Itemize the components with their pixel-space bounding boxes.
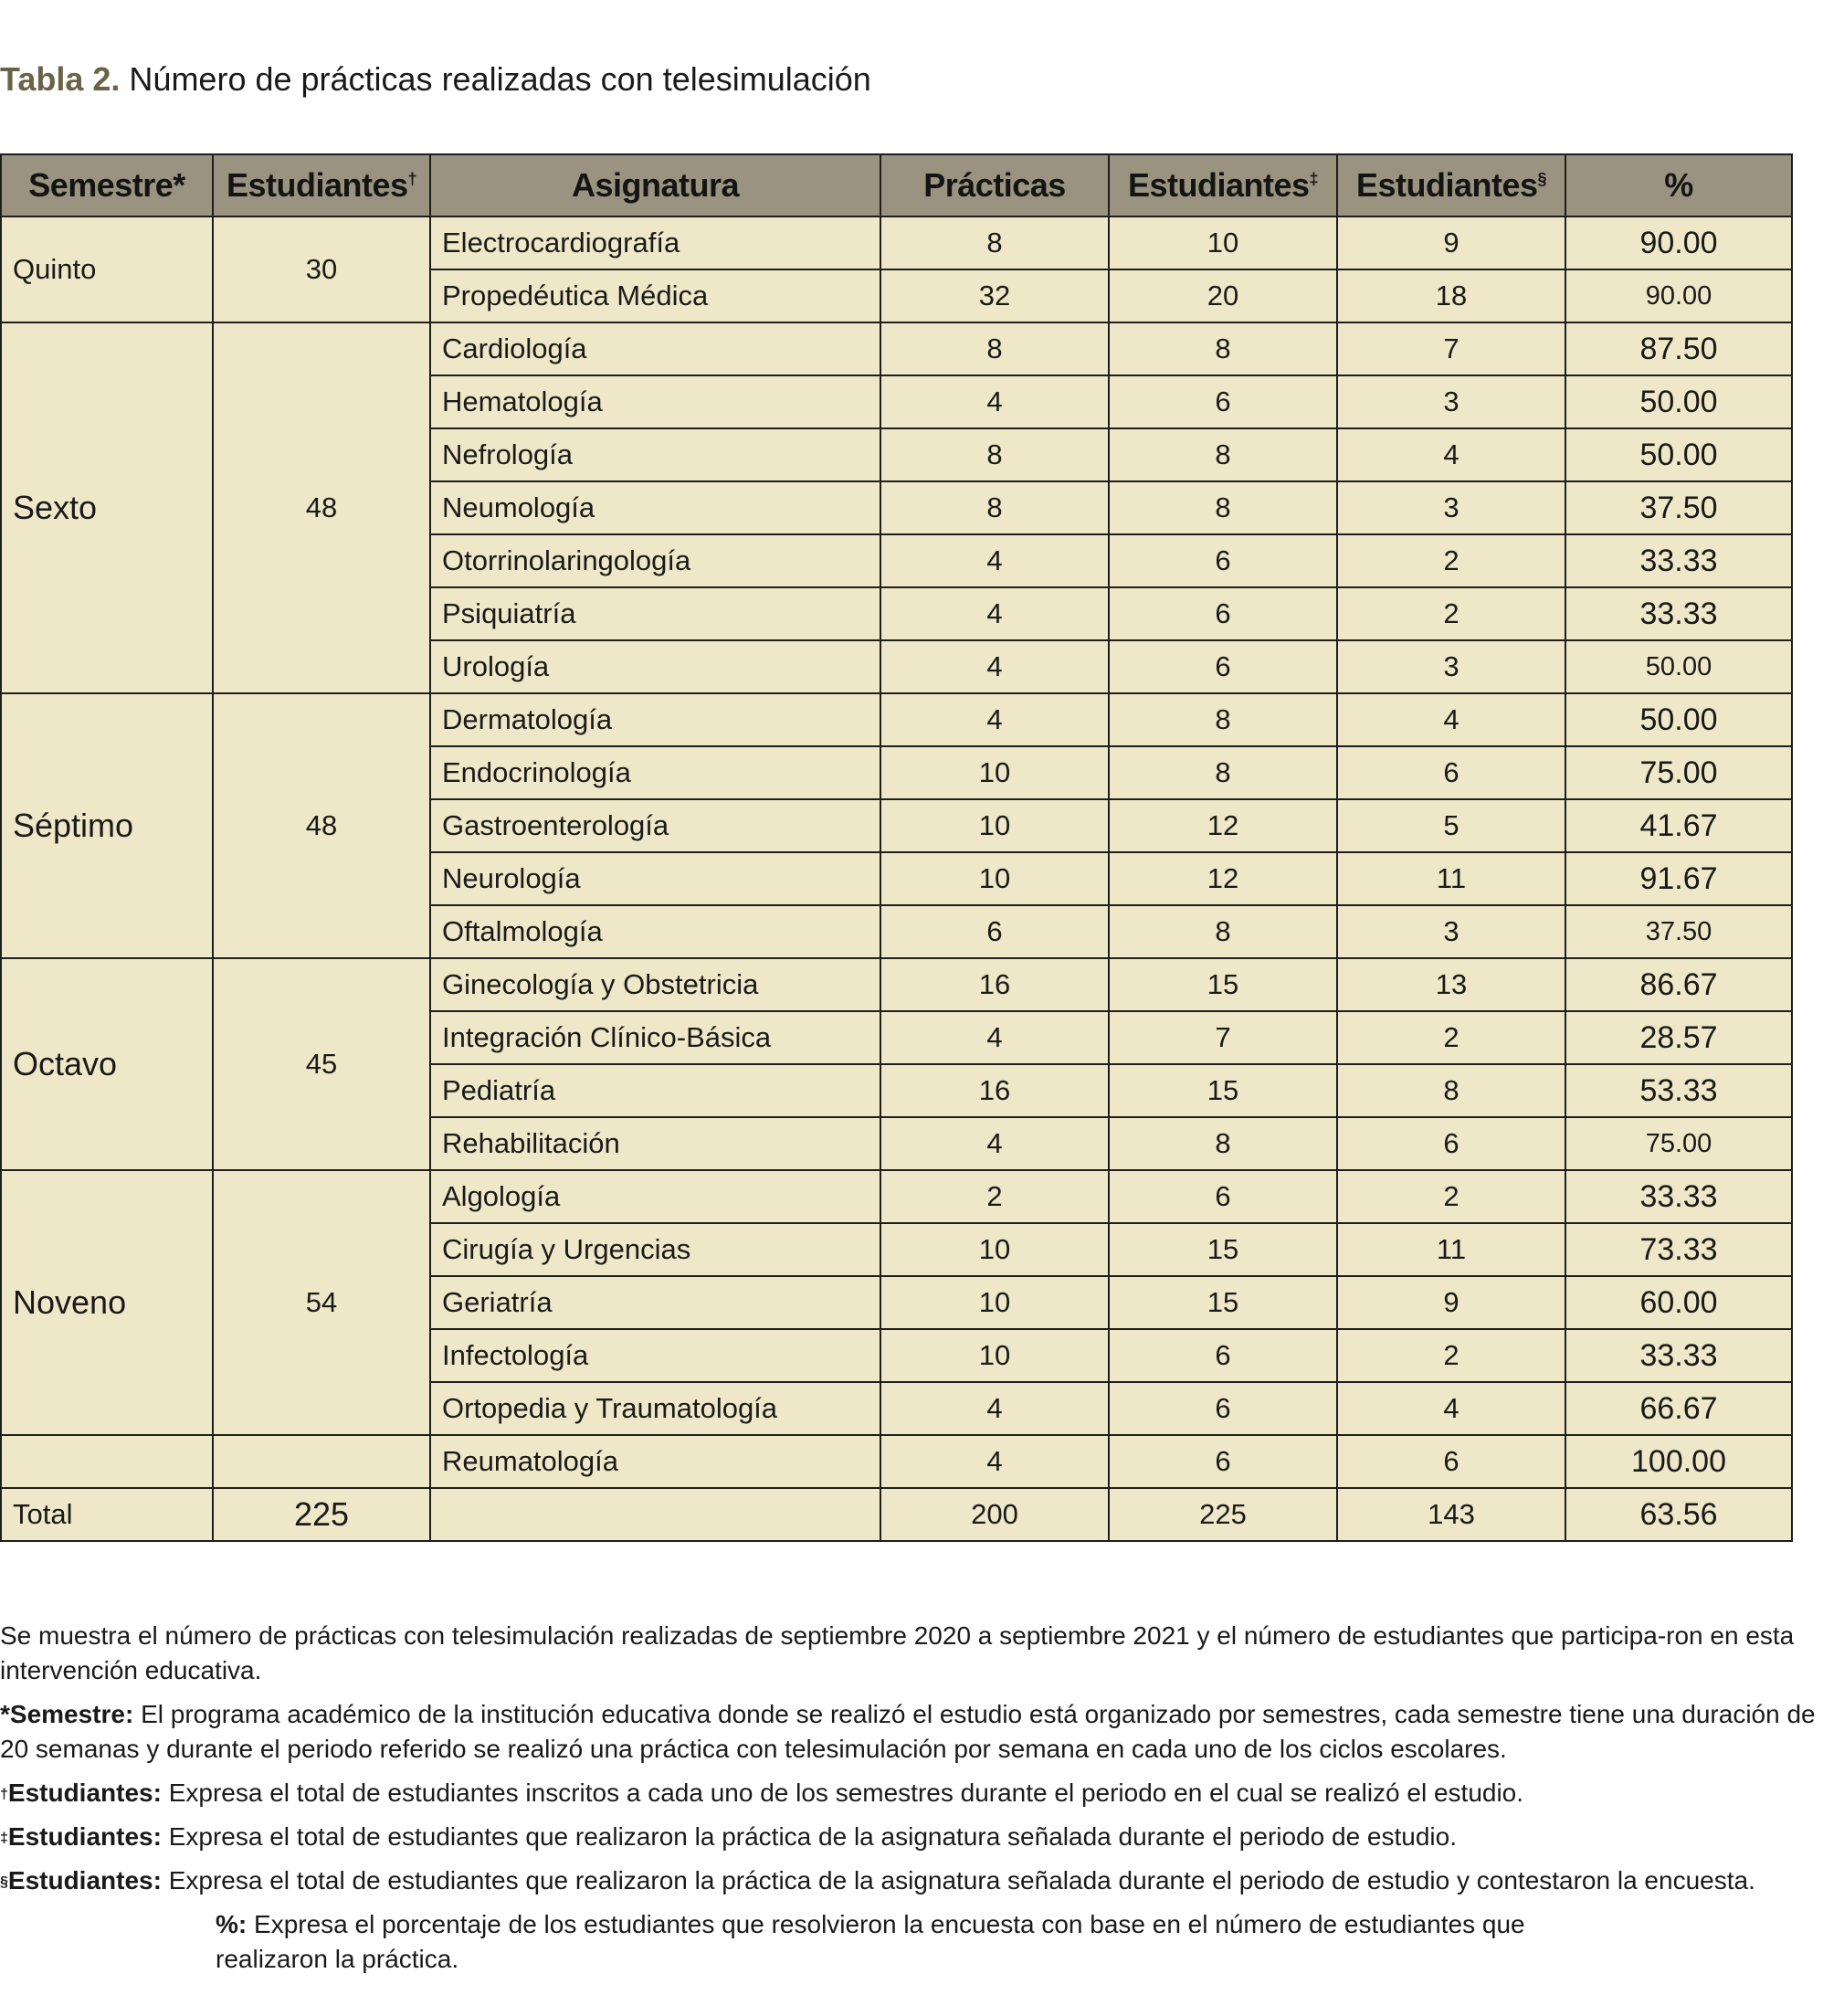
est3-cell: 3 [1337,905,1565,958]
total-pct: 63.56 [1565,1488,1792,1541]
pct-cell: 33.33 [1565,1329,1792,1382]
pct-cell: 60.00 [1565,1276,1792,1329]
header-semestre: Semestre* [1,154,213,216]
pct-cell: 50.00 [1565,693,1792,746]
practicas-cell: 6 [880,905,1109,958]
total-row [1,1488,1792,1541]
est2-cell: 12 [1109,799,1337,852]
est3-cell: 11 [1337,852,1565,905]
est2-cell: 8 [1109,693,1337,746]
est2-cell: 6 [1109,1435,1337,1488]
asignatura-cell: Ginecología y Obstetricia [430,958,880,1011]
title-separator: . [111,60,121,98]
estudiantes-cell: 45 [213,958,430,1170]
total-est2: 225 [1109,1488,1337,1541]
est2-cell: 10 [1109,216,1337,269]
est3-cell: 4 [1337,1382,1565,1435]
asignatura-cell: Cardiología [430,322,880,375]
header-estudiantes-encuesta: Estudiantes§ [1337,154,1565,216]
practicas-cell: 4 [880,587,1109,640]
practices-table [0,153,1793,1542]
note-dagger: †Estudiantes: Expresa el total de estudiantes inscritos a cada uno de los semestres durante el periodo en el cual se realizó el estudio. [0,1779,1524,1807]
est3-cell: 2 [1337,534,1565,587]
semestre-cell: Séptimo [1,693,213,958]
pct-cell: 50.00 [1565,640,1792,693]
header-estudiantes-practica: Estudiantes‡ [1109,154,1337,216]
est2-cell: 8 [1109,746,1337,799]
asignatura-cell: Infectología [430,1329,880,1382]
semestre-cell-empty [1,1435,213,1488]
est3-cell: 3 [1337,481,1565,534]
table-label: Tabla 2 [0,60,111,98]
est2-cell: 6 [1109,375,1337,428]
est2-cell: 8 [1109,428,1337,481]
note-percent: %: Expresa el porcentaje de los estudiantes que resolvieron la encuesta con base en el número de estudiantes que realizaron la práctica. [216,1910,1525,1973]
asignatura-cell: Urología [430,640,880,693]
header-estudiantes-inscritos: Estudiantes† [213,154,430,216]
asignatura-cell: Pediatría [430,1064,880,1117]
estudiantes-cell: 48 [213,322,430,693]
estudiantes-cell-empty [213,1435,430,1488]
pct-cell: 75.00 [1565,746,1792,799]
est2-cell: 6 [1109,587,1337,640]
header-asignatura: Asignatura [430,154,880,216]
asignatura-cell: Integración Clínico-Básica [430,1011,880,1064]
practicas-cell: 10 [880,1329,1109,1382]
practicas-cell: 10 [880,852,1109,905]
note-ddagger: ‡Estudiantes: Expresa el total de estudiantes que realizaron la práctica de la asignatura señalada durante el periodo de estudio. [0,1822,1457,1851]
semestre-cell: Noveno [1,1170,213,1435]
note-section: §Estudiantes: Expresa el total de estudiantes que realizaron la práctica de la asignatura señalada durante el periodo de estudio y contestaron la encuesta. [0,1866,1755,1895]
practicas-cell: 2 [880,1170,1109,1223]
pct-cell: 53.33 [1565,1064,1792,1117]
est2-cell: 6 [1109,640,1337,693]
pct-cell: 90.00 [1565,216,1792,269]
pct-cell: 33.33 [1565,587,1792,640]
semestre-cell: Octavo [1,958,213,1170]
table-row [1,693,1792,746]
est2-cell: 8 [1109,905,1337,958]
asignatura-cell: Electrocardiografía [430,216,880,269]
practicas-cell: 4 [880,693,1109,746]
pct-cell: 33.33 [1565,534,1792,587]
estudiantes-cell: 54 [213,1170,430,1435]
est2-cell: 12 [1109,852,1337,905]
asignatura-cell: Neumología [430,481,880,534]
est2-cell: 15 [1109,1223,1337,1276]
pct-cell: 28.57 [1565,1011,1792,1064]
est3-cell: 3 [1337,640,1565,693]
pct-cell: 91.67 [1565,852,1792,905]
est3-cell: 13 [1337,958,1565,1011]
est3-cell: 3 [1337,375,1565,428]
header-row [1,154,1792,216]
est3-cell: 2 [1337,1011,1565,1064]
table-notes [0,1619,1823,1986]
table-row [1,958,1792,1011]
est3-cell: 11 [1337,1223,1565,1276]
asignatura-cell: Nefrología [430,428,880,481]
practicas-cell: 8 [880,481,1109,534]
est3-cell: 5 [1337,799,1565,852]
pct-cell: 75.00 [1565,1117,1792,1170]
pct-cell: 66.67 [1565,1382,1792,1435]
pct-cell: 90.00 [1565,269,1792,322]
note-semestre: *Semestre: El programa académico de la institución educativa donde se realizó el estudio está organizado por semestres, cada semestre tiene una duración de 20 semanas y durante el periodo referido se realizó una práctica con telesimulación por semana en cada uno de los ciclos escolares. [0,1700,1816,1763]
est2-cell: 15 [1109,1276,1337,1329]
est3-cell: 9 [1337,1276,1565,1329]
practicas-cell: 4 [880,640,1109,693]
practicas-cell: 4 [880,1435,1109,1488]
total-label: Total [1,1488,213,1541]
est3-cell: 9 [1337,216,1565,269]
est2-cell: 15 [1109,1064,1337,1117]
est2-cell: 8 [1109,322,1337,375]
pct-cell: 33.33 [1565,1170,1792,1223]
pct-cell: 86.67 [1565,958,1792,1011]
practicas-cell: 10 [880,1276,1109,1329]
est2-cell: 6 [1109,534,1337,587]
est3-cell: 7 [1337,322,1565,375]
est3-cell: 6 [1337,746,1565,799]
pct-cell: 73.33 [1565,1223,1792,1276]
pct-cell: 50.00 [1565,428,1792,481]
semestre-cell: Sexto [1,322,213,693]
asignatura-cell: Neurología [430,852,880,905]
pct-cell: 37.50 [1565,481,1792,534]
practicas-cell: 10 [880,1223,1109,1276]
est2-cell: 20 [1109,269,1337,322]
est3-cell: 6 [1337,1435,1565,1488]
asignatura-cell: Gastroenterología [430,799,880,852]
table-title [0,57,871,102]
practicas-cell: 16 [880,958,1109,1011]
practicas-cell: 8 [880,322,1109,375]
table-caption: Número de prácticas realizadas con telesimulación [129,60,871,98]
pct-cell: 41.67 [1565,799,1792,852]
est3-cell: 8 [1337,1064,1565,1117]
practicas-cell: 4 [880,375,1109,428]
asignatura-cell: Hematología [430,375,880,428]
total-estudiantes: 225 [213,1488,430,1541]
practicas-cell: 4 [880,1117,1109,1170]
practicas-cell: 4 [880,1382,1109,1435]
table-row [1,322,1792,375]
estudiantes-cell: 30 [213,216,430,322]
header-porcentaje: % [1565,154,1792,216]
practicas-cell: 16 [880,1064,1109,1117]
est3-cell: 2 [1337,587,1565,640]
practicas-cell: 4 [880,1011,1109,1064]
practicas-cell: 8 [880,428,1109,481]
asignatura-cell: Endocrinología [430,746,880,799]
asignatura-cell: Propedéutica Médica [430,269,880,322]
asignatura-cell: Algología [430,1170,880,1223]
est3-cell: 4 [1337,428,1565,481]
est2-cell: 8 [1109,481,1337,534]
asignatura-cell: Otorrinolaringología [430,534,880,587]
estudiantes-cell: 48 [213,693,430,958]
est2-cell: 6 [1109,1329,1337,1382]
practicas-cell: 10 [880,799,1109,852]
table-row [1,1170,1792,1223]
pct-cell: 87.50 [1565,322,1792,375]
est3-cell: 18 [1337,269,1565,322]
asignatura-cell: Oftalmología [430,905,880,958]
asignatura-cell: Dermatología [430,693,880,746]
table-row [1,216,1792,269]
pct-cell: 50.00 [1565,375,1792,428]
est2-cell: 7 [1109,1011,1337,1064]
semestre-cell: Quinto [1,216,213,322]
est3-cell: 2 [1337,1329,1565,1382]
total-est3: 143 [1337,1488,1565,1541]
est2-cell: 6 [1109,1382,1337,1435]
practicas-cell: 4 [880,534,1109,587]
est3-cell: 6 [1337,1117,1565,1170]
pct-cell: 100.00 [1565,1435,1792,1488]
est2-cell: 8 [1109,1117,1337,1170]
est2-cell: 15 [1109,958,1337,1011]
total-asignatura-empty [430,1488,880,1541]
practicas-cell: 8 [880,216,1109,269]
pct-cell: 37.50 [1565,905,1792,958]
table-row [1,1435,1792,1488]
asignatura-cell: Cirugía y Urgencias [430,1223,880,1276]
asignatura-cell: Geriatría [430,1276,880,1329]
asignatura-cell: Rehabilitación [430,1117,880,1170]
practicas-cell: 10 [880,746,1109,799]
asignatura-cell: Reumatología [430,1435,880,1488]
header-practicas: Prácticas [880,154,1109,216]
est3-cell: 2 [1337,1170,1565,1223]
asignatura-cell: Psiquiatría [430,587,880,640]
total-practicas: 200 [880,1488,1109,1541]
practicas-cell: 32 [880,269,1109,322]
est3-cell: 4 [1337,693,1565,746]
est2-cell: 6 [1109,1170,1337,1223]
note-intro: Se muestra el número de prácticas con telesimulación realizadas de septiembre 2020 a septiembre 2021 y el número de estudiantes que participa-ron en esta intervención educativa. [0,1621,1795,1684]
asignatura-cell: Ortopedia y Traumatología [430,1382,880,1435]
